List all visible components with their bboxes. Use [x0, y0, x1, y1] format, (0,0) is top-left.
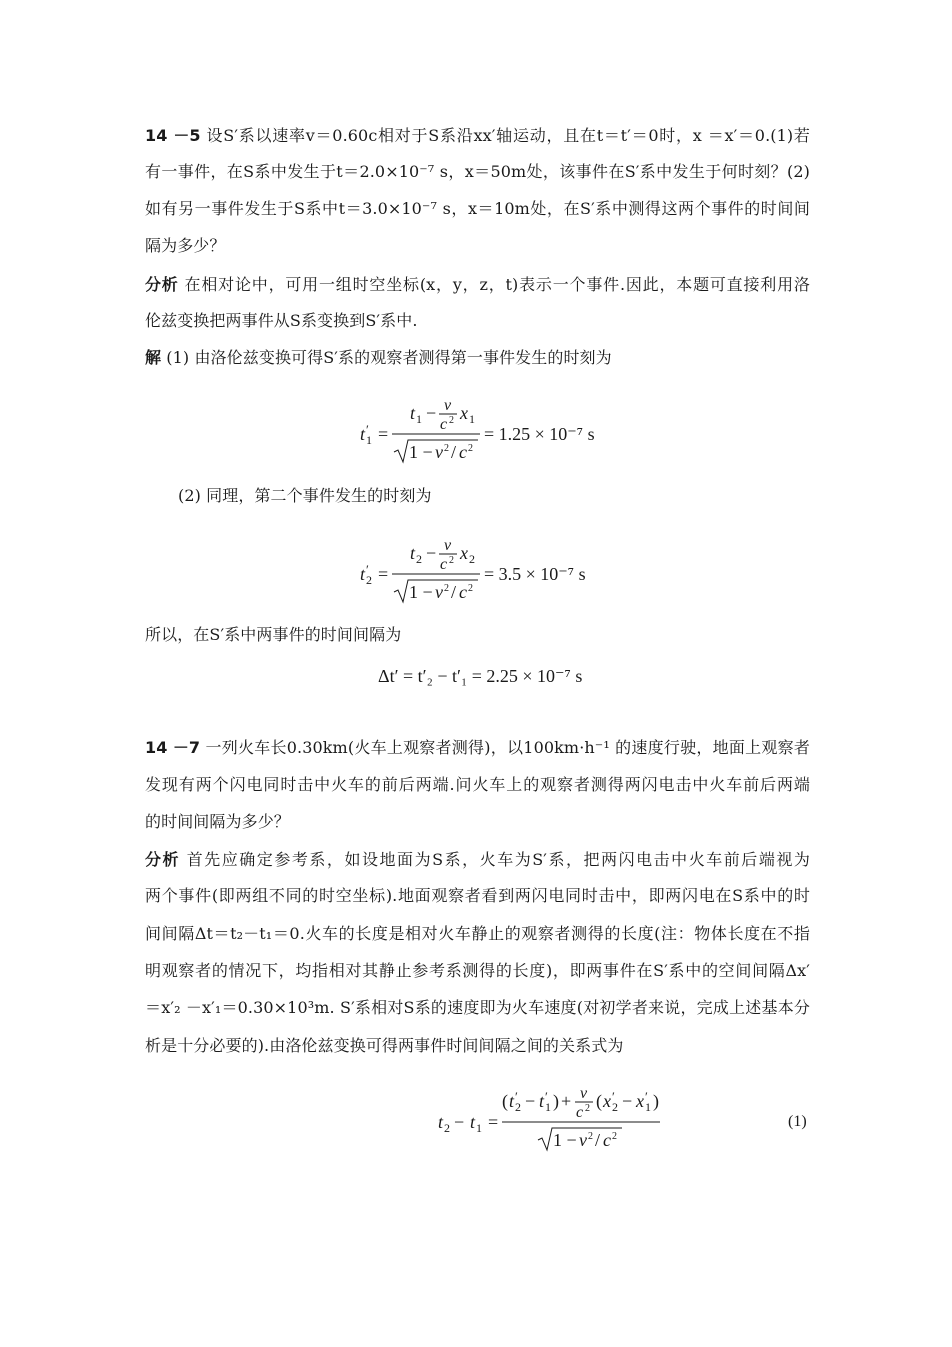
svg-text:−: − [622, 1091, 633, 1111]
conclusion-line: 所以，在S′系中两事件的时间间隔为 [145, 625, 402, 644]
svg-text:=: = [488, 1112, 499, 1132]
svg-text:2: 2 [444, 443, 449, 454]
svg-text:2: 2 [588, 1131, 593, 1142]
svg-text:c: c [459, 442, 467, 462]
problem-14-7-line-3: 的时间间隔为多少？ [145, 812, 290, 831]
svg-text:=: = [378, 564, 389, 584]
svg-text:/: / [451, 582, 457, 602]
solution-label: 解 [145, 348, 162, 367]
svg-text:2: 2 [366, 573, 372, 587]
analysis-14-7-line-3: 间间隔Δt＝t₂－t₁＝0.火车的长度是相对火车静止的观察者测得的长度(注：物体长度在不指 [145, 924, 810, 943]
analysis-14-7-line-2: 两个事件(即两组不同的时空坐标).地面观察者看到两闪电同时击中，即两闪电在S系中的时 [145, 886, 810, 905]
svg-text:x: x [460, 543, 468, 563]
svg-text:+: + [561, 1091, 572, 1111]
svg-text:2: 2 [468, 443, 473, 454]
svg-text:x: x [460, 403, 468, 423]
svg-text:2: 2 [468, 583, 473, 594]
svg-text:/: / [451, 442, 457, 462]
svg-text:c: c [459, 582, 467, 602]
svg-text:v: v [435, 442, 443, 462]
svg-text:2: 2 [416, 552, 422, 566]
svg-text:1: 1 [366, 433, 372, 447]
svg-text:1: 1 [469, 412, 475, 426]
analysis-14-5-line-1 [145, 275, 810, 295]
svg-text:): ) [553, 1091, 559, 1111]
svg-text:c: c [440, 556, 448, 573]
svg-text:2: 2 [585, 1103, 590, 1114]
svg-text:t: t [470, 1112, 476, 1132]
svg-text:(: ( [502, 1091, 508, 1111]
svg-text:t: t [438, 1112, 444, 1132]
svg-text:2: 2 [515, 1100, 521, 1114]
svg-text:′: ′ [645, 1089, 648, 1104]
problem-14-5-line-2: 有一事件，在S系中发生于t＝2.0×10⁻⁷ s，x＝50m处，该事件在S′系中发生于何时刻？(2) [145, 162, 810, 181]
problem-number: 14 [145, 126, 168, 145]
svg-text:1 −: 1 − [409, 442, 433, 462]
part-2-line: (2) 同理，第二个事件发生的时刻为 [178, 486, 432, 505]
svg-text:1: 1 [545, 1100, 551, 1114]
formula-2-result: = 3.5 × 10⁻⁷ s [484, 564, 586, 584]
solution-text: (1) 由洛伦兹变换可得S′系的观察者测得第一事件发生的时刻为 [166, 348, 612, 367]
svg-text:t: t [410, 543, 416, 563]
problem-14-5-line-1 [145, 126, 810, 146]
problem-number-suffix: －7 [172, 738, 201, 757]
svg-text:2: 2 [612, 1100, 618, 1114]
svg-text:−: − [454, 1112, 465, 1132]
svg-text:′: ′ [515, 1089, 518, 1104]
analysis-14-5-line-2: 伦兹变换把两事件从S系变换到S′系中. [145, 311, 418, 330]
svg-text:1: 1 [645, 1100, 651, 1114]
svg-text:x: x [603, 1091, 611, 1111]
problem-14-7-line-1 [145, 738, 810, 758]
svg-text:−: − [426, 403, 437, 423]
problem-number: 14 [145, 738, 168, 757]
svg-text:′: ′ [545, 1089, 548, 1104]
svg-text:2: 2 [449, 555, 454, 566]
problem-14-7-line-2: 发现有两个闪电同时击中火车的前后两端.问火车上的观察者测得两闪电击中火车前后两端 [145, 775, 810, 794]
svg-text:2: 2 [612, 1131, 617, 1142]
formula-number: (1) [788, 1113, 807, 1130]
svg-text:2: 2 [444, 583, 449, 594]
svg-text:−: − [525, 1091, 536, 1111]
svg-text:(: ( [596, 1091, 602, 1111]
svg-text:v: v [579, 1130, 587, 1150]
problem-number-suffix: －5 [173, 126, 201, 145]
formula-1-result: = 1.25 × 10⁻⁷ s [484, 424, 595, 444]
svg-text:/: / [595, 1130, 601, 1150]
analysis-label: 分析 [145, 850, 181, 869]
svg-text:t: t [360, 424, 366, 444]
svg-text:v: v [435, 582, 443, 602]
solution-14-5-line-1 [145, 348, 810, 368]
svg-text:v: v [444, 397, 452, 414]
svg-text:t: t [360, 564, 366, 584]
svg-text:t: t [539, 1091, 545, 1111]
svg-text:c: c [603, 1130, 611, 1150]
svg-text:v: v [580, 1085, 588, 1102]
svg-text:t: t [410, 403, 416, 423]
svg-text:1 −: 1 − [409, 582, 433, 602]
svg-text:2: 2 [444, 1121, 450, 1135]
svg-text:): ) [653, 1091, 659, 1111]
svg-text:v: v [444, 537, 452, 554]
svg-text:2: 2 [469, 552, 475, 566]
problem-statement: 一列火车长0.30km(火车上观察者测得)，以100km·h⁻¹ 的速度行驶，地面上观察者 [205, 738, 811, 757]
svg-text:1: 1 [416, 412, 422, 426]
svg-text:1 −: 1 − [553, 1130, 577, 1150]
analysis-14-7-line-5: ＝x′₂ －x′₁＝0.30×10³m. S′系相对S系的速度即为火车速度(对初学者来说，完成上述基本分 [145, 998, 810, 1017]
svg-text:c: c [576, 1104, 584, 1121]
formula-t1-prime [358, 394, 618, 470]
svg-text:′: ′ [366, 562, 369, 577]
svg-text:1: 1 [476, 1121, 482, 1135]
analysis-text: 在相对论中，可用一组时空坐标(x，y，z，t)表示一个事件.因此，本题可直接利用洛 [184, 275, 811, 294]
svg-text:′: ′ [366, 422, 369, 437]
svg-text:c: c [440, 416, 448, 433]
formula-time-interval [436, 1082, 676, 1162]
svg-text:x: x [636, 1091, 644, 1111]
problem-14-5-line-3: 如有另一事件发生于S系中t＝3.0×10⁻⁷ s，x＝10m处，在S′系中测得这两个事件的时间间 [145, 199, 810, 218]
svg-text:=: = [378, 424, 389, 444]
analysis-label: 分析 [145, 275, 179, 294]
formula-t2-prime [358, 536, 618, 612]
analysis-14-7-line-6: 析是十分必要的).由洛伦兹变换可得两事件时间间隔之间的关系式为 [145, 1036, 624, 1055]
problem-14-5-line-4: 隔为多少？ [145, 236, 226, 255]
analysis-14-7-line-4: 明观察者的情况下，均指相对其静止参考系测得的长度)，即两事件在S′系中的空间间隔Δx′ [145, 961, 810, 980]
svg-text:−: − [426, 543, 437, 563]
analysis-text: 首先应确定参考系，如设地面为S系，火车为S′系，把两闪电击中火车前后端视为 [186, 850, 810, 869]
problem-statement: 设S′系以速率v＝0.60c相对于S系沿xx′轴运动，且在t＝t′＝0时，x ＝x′＝0.(1)若 [206, 126, 810, 145]
svg-text:2: 2 [449, 415, 454, 426]
svg-text:t: t [509, 1091, 515, 1111]
analysis-14-7-line-1 [145, 850, 810, 870]
formula-delta-t-prime: Δt′ = t′₂ − t′₁ = 2.25 × 10⁻⁷ s [378, 666, 583, 686]
svg-text:′: ′ [612, 1089, 615, 1104]
